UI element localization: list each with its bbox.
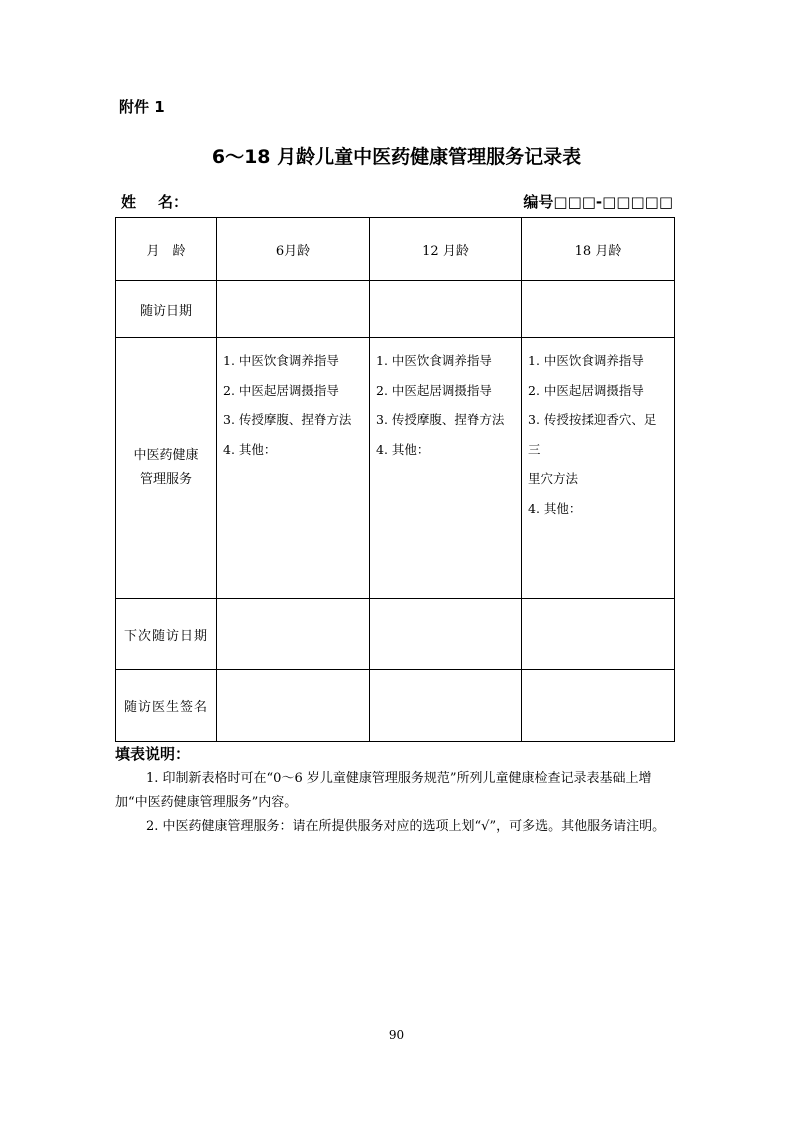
service-label	[116, 338, 217, 599]
notes-title: 填表说明：	[115, 745, 191, 763]
next-visit-cell-18[interactable]	[522, 599, 675, 670]
record-table	[115, 217, 675, 742]
service-item[interactable]: 3. 传授按揉迎香穴、足三	[528, 412, 657, 457]
table-row-next-visit	[116, 599, 675, 670]
page-number: 90	[388, 1028, 405, 1042]
service-cell-6	[217, 338, 370, 599]
visit-date-cell-6[interactable]	[217, 281, 370, 338]
service-item[interactable]: 1. 中医饮食调养指导	[223, 353, 339, 368]
column-header-6-months: 6月龄	[217, 218, 370, 281]
visit-date-cell-12[interactable]	[370, 281, 522, 338]
note-text: 1. 印制新表格时可在“0～6 岁儿童健康管理服务规范”所列儿童健康检查记录表基础上增加“中医药健康管理服务”内容。	[115, 771, 652, 810]
service-item[interactable]: 4. 其他：	[528, 500, 582, 516]
service-label-line1: 中医药健康	[133, 448, 199, 463]
next-visit-cell-6[interactable]	[217, 599, 370, 670]
next-visit-date-label: 下次随访日期	[116, 599, 217, 670]
service-item[interactable]: 4. 其他：	[376, 441, 430, 457]
table-row-month-age	[116, 218, 675, 281]
service-item[interactable]: 2. 中医起居调摄指导	[376, 382, 492, 398]
service-item[interactable]: 1. 中医饮食调养指导	[376, 353, 492, 368]
note-item-2	[115, 815, 675, 839]
service-item[interactable]: 2. 中医起居调摄指导	[223, 382, 339, 398]
column-header-12-months: 12 月龄	[370, 218, 522, 281]
note-item-1	[115, 767, 675, 815]
note-text: 2. 中医药健康管理服务：请在所提供服务对应的选项上划“√”，可多选。其他服务请注明。	[146, 819, 666, 834]
service-cell-18	[522, 338, 675, 599]
service-label-line2: 管理服务	[139, 472, 192, 487]
service-item[interactable]: 2. 中医起居调摄指导	[528, 382, 644, 398]
month-age-header: 月 龄	[116, 218, 217, 281]
page-title: 6～18 月龄儿童中医药健康管理服务记录表	[211, 146, 582, 168]
name-label	[121, 191, 188, 212]
visit-date-cell-18[interactable]	[522, 281, 675, 338]
table-row-doctor-signature	[116, 670, 675, 742]
visit-date-label: 随访日期	[116, 281, 217, 338]
annex-label: 附件 1	[119, 98, 165, 116]
name-label-first: 姓	[121, 193, 137, 211]
signature-cell-18[interactable]	[522, 670, 675, 742]
service-item[interactable]: 里穴方法	[528, 471, 579, 486]
name-label-second: 名：	[158, 193, 189, 211]
doctor-signature-label: 随访医生签名	[116, 670, 217, 742]
service-item[interactable]: 3. 传授摩腹、捏脊方法	[223, 412, 352, 427]
signature-cell-12[interactable]	[370, 670, 522, 742]
code-label: 编号□□□-□□□□□	[523, 193, 673, 211]
signature-cell-6[interactable]	[217, 670, 370, 742]
service-item[interactable]: 1. 中医饮食调养指导	[528, 353, 644, 368]
next-visit-cell-12[interactable]	[370, 599, 522, 670]
service-item[interactable]: 4. 其他：	[223, 441, 277, 457]
service-item[interactable]: 3. 传授摩腹、捏脊方法	[376, 412, 505, 427]
column-header-18-months: 18 月龄	[522, 218, 675, 281]
table-row-visit-date	[116, 281, 675, 338]
service-cell-12	[370, 338, 522, 599]
table-row-service	[116, 338, 675, 599]
